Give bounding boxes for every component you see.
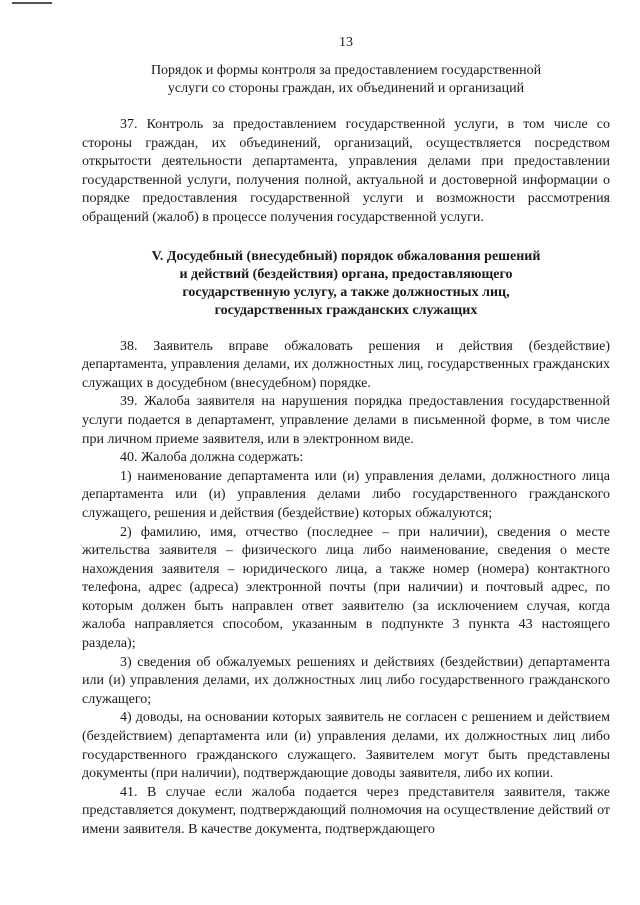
heading-line: государственную услугу, а также должностных лиц, xyxy=(182,284,510,300)
paragraph-40-item-3: 3) сведения об обжалуемых решениях и действиях (бездействии) департамента или (и) управления делами, их должностных лиц либо государственного гражданского служащего; xyxy=(82,654,610,707)
heading-line: Порядок и формы контроля за предоставлением государственной xyxy=(150,63,542,78)
page-number: 13 xyxy=(339,35,353,50)
heading-line: V. Досудебный (внесудебный) порядок обжалования решений xyxy=(151,248,541,264)
heading-line: услуги со стороны граждан, их объединений и организаций xyxy=(167,81,525,96)
paragraph-40-item-2: 2) фамилию, имя, отчество (последнее – при наличии), сведения о месте жительства заявителя – физического лица либо наименование, сведения о месте нахождения заявителя – юридического лица, а также номер (номера) контактного телефона, адрес (адреса) электронной почты (при наличии) и почтовый адрес, по которым должен быть направлен ответ заявителю (за исключением случая, когда жалоба направляется способом, указанным в подпункте 3 пункта 43 настоящего раздела); xyxy=(82,524,610,652)
scan-edge-mark xyxy=(12,2,52,4)
heading-line: и действий (бездействия) органа, предоставляющего xyxy=(179,266,513,282)
paragraph-40: 40. Жалоба должна содержать: xyxy=(120,450,304,466)
section-heading-control xyxy=(82,62,610,98)
paragraph-41: 41. В случае если жалоба подается через представителя заявителя, также представляется документ, подтверждающий полномочия на осуществление действий от имени заявителя. В качестве документа, подтверждающего xyxy=(82,784,610,837)
paragraph-40-item-4: 4) доводы, на основании которых заявитель не согласен с решением и действием (бездействием) департамента или (и) управления делами, их должностных лиц либо государственного гражданского служащего. Заявителем могут быть представлены документы (при наличии), подтверждающие доводы заявителя, либо их копии. xyxy=(82,710,610,782)
paragraph-37: 37. Контроль за предоставлением государственной услуги, в том числе со стороны граждан, их объединений, организаций, осуществляется посредством открытости деятельности департамента, управления делами при предоставлении государственной услуги, получения полной, актуальной и достоверной информации о порядке предоставления государственной услуги и возможности рассмотрения обращений (жалоб) в процессе получения государственной услуги. xyxy=(82,117,610,225)
paragraph-40-item-1: 1) наименование департамента или (и) управления делами, должностного лица департамента или (и) управления делами либо государственного гражданского служащего, решения и действия (бездействие) которых обжалуются; xyxy=(82,468,610,521)
paragraph-39: 39. Жалоба заявителя на нарушения порядка предоставления государственной услуги подается в департамент, управление делами в письменной форме, в том числе при личном приеме заявителя, или в электронном виде. xyxy=(82,394,610,447)
section-heading-appeal xyxy=(82,248,610,320)
document-page xyxy=(82,34,610,840)
heading-line: государственных гражданских служащих xyxy=(214,302,478,318)
paragraph-38: 38. Заявитель вправе обжаловать решения и действия (бездействие) департамента, управления делами, их должностных лиц, государственных гражданских служащих в досудебном (внесудебном) порядке. xyxy=(82,338,610,391)
